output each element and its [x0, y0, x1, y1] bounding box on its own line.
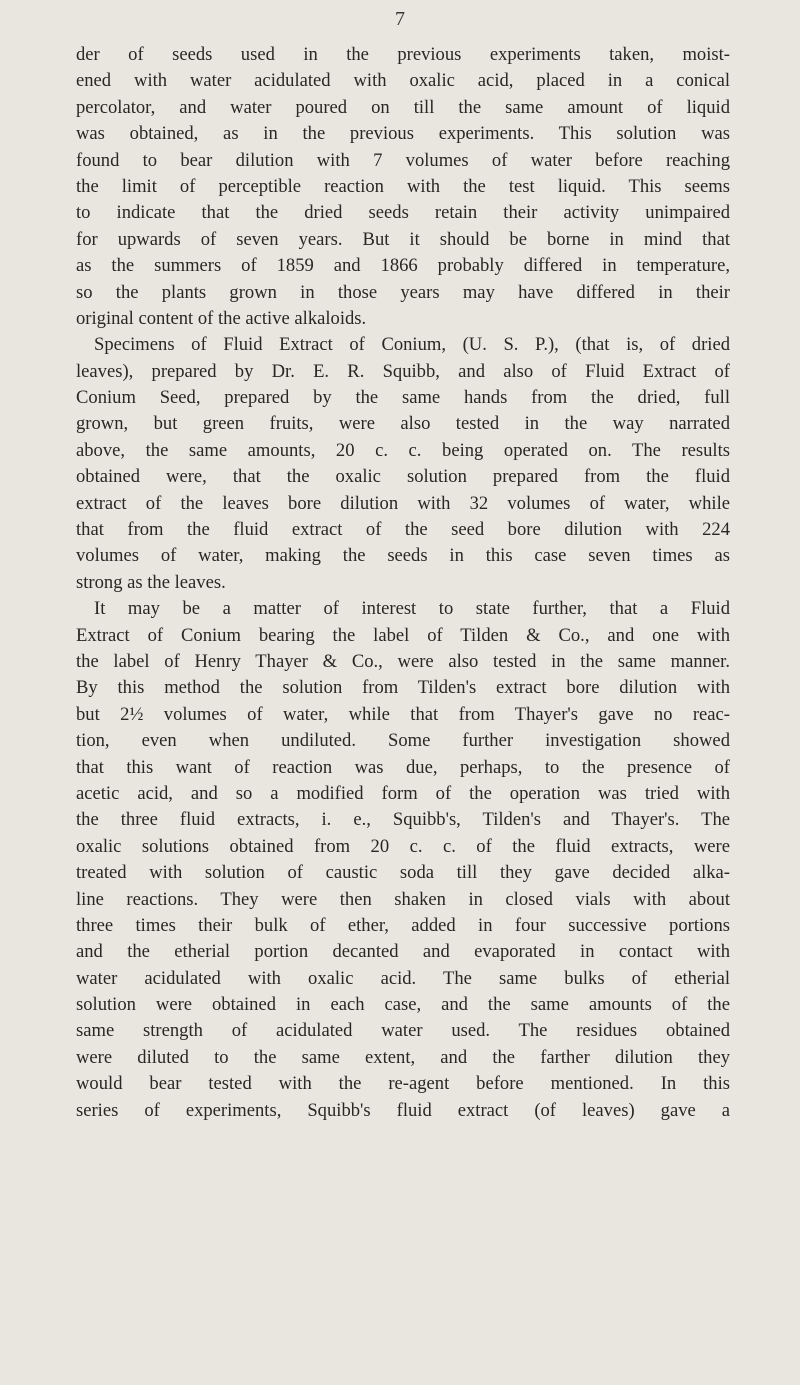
text-line: above, the same amounts, 20 c. c. being operated on. The results: [76, 439, 730, 461]
text-line: series of experiments, Squibb's fluid extract (of leaves) gave a: [76, 1099, 730, 1121]
text-line: original content of the active alkaloids.: [76, 307, 367, 329]
text-line: It may be a matter of interest to state further, that a Fluid: [94, 598, 730, 620]
text-line: so the plants grown in those years may have differed in their: [76, 281, 730, 303]
text-line: but 2½ volumes of water, while that from Thayer's gave no reac-: [76, 703, 730, 725]
text-line: to indicate that the dried seeds retain their activity unimpaired: [76, 202, 730, 224]
text-line: ened with water acidulated with oxalic acid, placed in a conical: [76, 70, 730, 92]
text-line: oxalic solutions obtained from 20 c. c. of the fluid extracts, were: [76, 835, 730, 857]
text-line: treated with solution of caustic soda till they gave decided alka-: [76, 862, 730, 884]
text-line: three times their bulk of ether, added in four successive portions: [76, 914, 730, 936]
text-line: would bear tested with the re-agent before mentioned. In this: [76, 1073, 730, 1095]
text-line: strong as the leaves.: [76, 571, 226, 593]
text-line: volumes of water, making the seeds in this case seven times as: [76, 545, 730, 567]
text-line: for upwards of seven years. But it should be borne in mind that: [76, 228, 730, 250]
page-number: 7: [395, 8, 405, 30]
text-line: obtained were, that the oxalic solution prepared from the fluid: [76, 466, 730, 488]
text-line: percolator, and water poured on till the same amount of liquid: [76, 96, 730, 118]
text-line: tion, even when undiluted. Some further investigation showed: [76, 730, 730, 752]
text-line: as the summers of 1859 and 1866 probably differed in temperature,: [76, 255, 730, 277]
text-line: that from the fluid extract of the seed bore dilution with 224: [76, 519, 730, 541]
text-line: and the etherial portion decanted and evaporated in contact with: [76, 941, 730, 963]
text-line: the label of Henry Thayer & Co., were also tested in the same manner.: [76, 650, 730, 672]
text-line: Conium Seed, prepared by the same hands from the dried, full: [76, 387, 730, 409]
text-line: the three fluid extracts, i. e., Squibb's, Tilden's and Thayer's. The: [76, 809, 730, 831]
text-line: der of seeds used in the previous experiments taken, moist-: [76, 44, 730, 65]
text-line: solution were obtained in each case, and the same amounts of the: [76, 994, 730, 1016]
text-line: acetic acid, and so a modified form of the operation was tried with: [76, 782, 730, 804]
text-line: Specimens of Fluid Extract of Conium, (U. S. P.), (that is, of dried: [94, 334, 730, 356]
text-line: were diluted to the same extent, and the farther dilution they: [76, 1046, 730, 1068]
text-line: extract of the leaves bore dilution with 32 volumes of water, while: [76, 492, 730, 514]
text-line: line reactions. They were then shaken in closed vials with about: [76, 888, 730, 910]
text-line: Extract of Conium bearing the label of Tilden & Co., and one with: [76, 624, 730, 646]
text-line: found to bear dilution with 7 volumes of water before reaching: [76, 149, 730, 171]
text-line: By this method the solution from Tilden's extract bore dilution with: [76, 677, 730, 699]
text-line: water acidulated with oxalic acid. The same bulks of etherial: [76, 967, 730, 989]
text-line: leaves), prepared by Dr. E. R. Squibb, and also of Fluid Extract of: [76, 360, 730, 382]
text-line: grown, but green fruits, were also tested in the way narrated: [76, 413, 730, 435]
text-line: the limit of perceptible reaction with the test liquid. This seems: [76, 175, 730, 197]
body-text: [76, 42, 730, 1124]
text-line: that this want of reaction was due, perhaps, to the presence of: [76, 756, 730, 778]
text-line: same strength of acidulated water used. The residues obtained: [76, 1020, 730, 1042]
text-line: was obtained, as in the previous experiments. This solution was: [76, 123, 730, 145]
